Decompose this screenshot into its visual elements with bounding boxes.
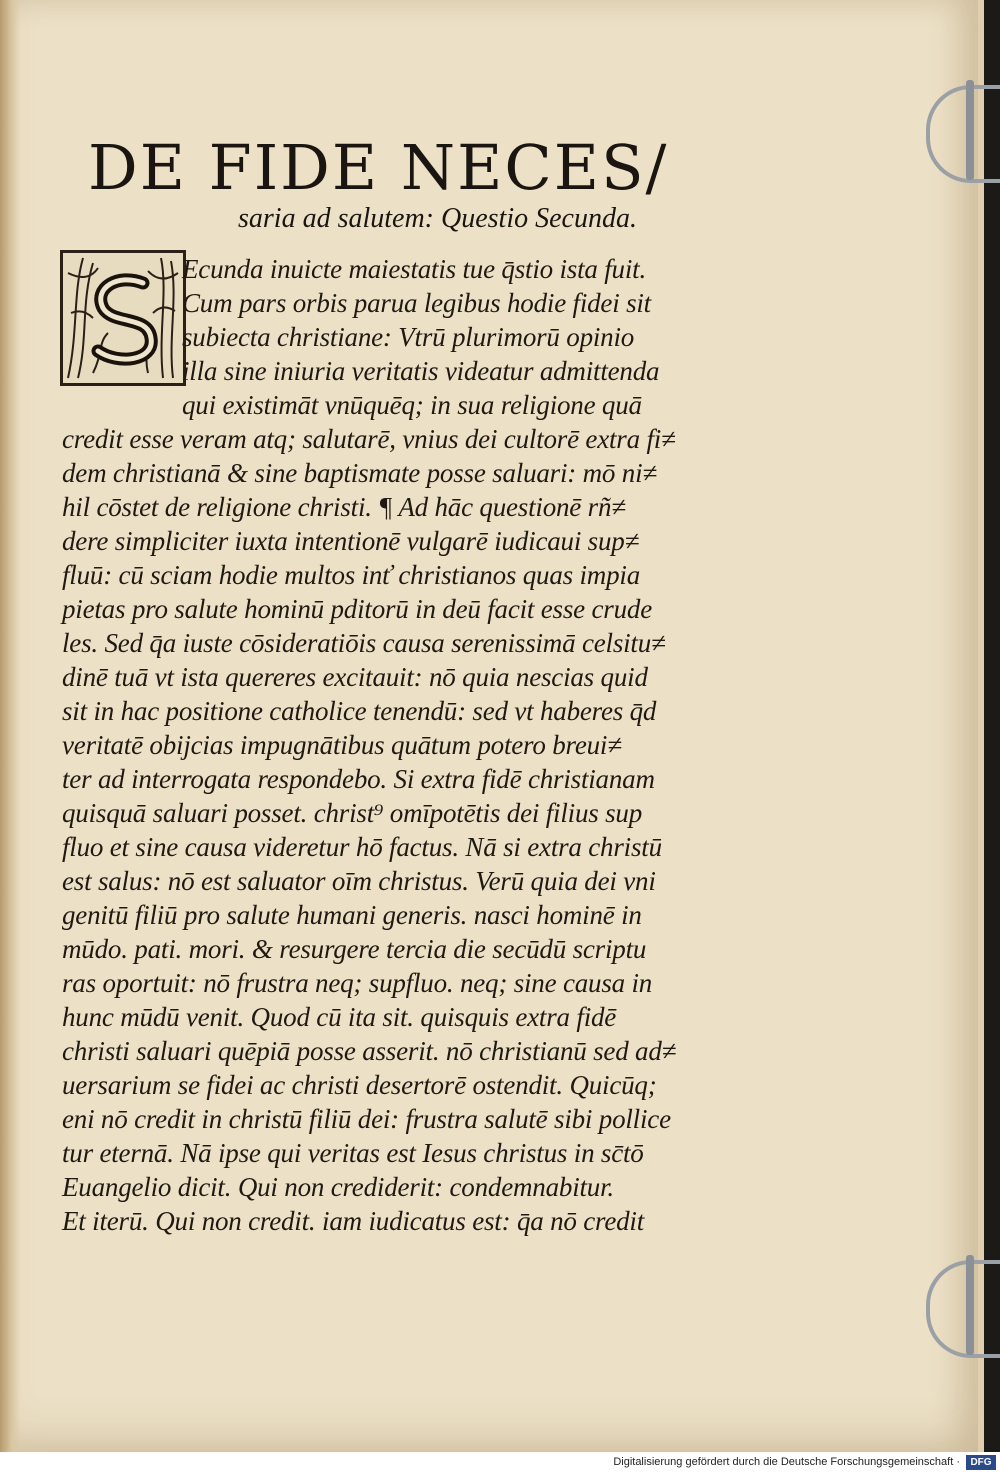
text-line: credit esse veram atq; salutarē, vnius dei cultorē extra fi≠ — [62, 424, 676, 454]
text-line: tur eternā. Nā ipse qui veritas est Iesus christus in sc̄tō — [62, 1138, 644, 1168]
text-line: fluū: cū sciam hodie multos inť christianos quas impia — [62, 560, 641, 590]
decorated-initial-letter — [60, 250, 186, 386]
paper-clip-bottom-bar — [966, 1255, 974, 1355]
text-line: quisquā saluari posset. christ⁹ omīpotētis dei filius sup — [62, 798, 643, 828]
dfg-logo-icon: DFG — [966, 1455, 996, 1470]
text-line: hil cōstet de religione christi. ¶ Ad hāc questionē rñ≠ — [62, 492, 626, 522]
text-line: dinē tuā vt ista quereres excitauit: nō quia nescias quid — [62, 662, 648, 692]
text-line: ras oportuit: nō frustra neq; supfluo. neq; sine causa in — [62, 968, 653, 998]
text-line: illa sine iniuria veritatis videatur admittenda — [182, 356, 660, 386]
text-line: sit in hac positione catholice tenendū: sed vt haberes q̄d — [62, 696, 657, 726]
text-line: hunc mūdū venit. Quod cū ita sit. quisquis extra fidē — [62, 1002, 617, 1032]
text-line: mūdo. pati. mori. & resurgere tercia die secūdū scriptu — [62, 934, 647, 964]
text-line: veritatē obijcias impugnātibus quātum potero breui≠ — [62, 730, 622, 760]
text-line: Cum pars orbis parua legibus hodie fidei sit — [182, 288, 651, 318]
text-line: pietas pro salute hominū pditorū in deū facit esse crude — [62, 594, 652, 624]
text-line: genitū filiū pro salute humani generis. nasci hominē in — [62, 900, 642, 930]
footer-bar — [0, 1452, 1000, 1474]
paper-clip-bottom — [926, 1260, 1000, 1358]
text-line: uersarium se fidei ac christi desertorē ostendit. Quicūq; — [62, 1070, 657, 1100]
text-line: fluo et sine causa videretur hō factus. Nā si extra christū — [62, 832, 662, 862]
text-line: eni nō credit in christū filiū dei: frustra salutē sibi pollice — [62, 1104, 671, 1134]
text-line: les. Sed q̄a iuste cōsideratiōis causa serenissimā celsitu≠ — [62, 628, 666, 658]
text-line: est salus: nō est saluator oīm christus. Verū quia dei vni — [62, 866, 656, 896]
text-line: qui existimāt vnūquēq; in sua religione quā — [182, 390, 642, 420]
page-subtitle: saria ad salutem: Questio Secunda. — [238, 203, 637, 234]
text-line: Euangelio dicit. Qui non crediderit: condemnabitur. — [62, 1172, 614, 1202]
paper-clip-top-bar — [966, 80, 974, 180]
footer-credit: Digitalisierung gefördert durch die Deutsche Forschungsgemeinschaft · — [613, 1456, 960, 1468]
paper-clip-top — [926, 85, 1000, 183]
text-line: Et iterū. Qui non credit. iam iudicatus est: q̄a nō credit — [62, 1206, 645, 1236]
woodcut-initial-icon — [63, 253, 183, 383]
text-line: dere simpliciter iuxta intentionē vulgarē iudicaui sup≠ — [62, 526, 640, 556]
text-line: dem christianā & sine baptismate posse saluari: mō ni≠ — [62, 458, 657, 488]
text-line: ter ad interrogata respondebo. Si extra fidē christianam — [62, 764, 655, 794]
text-line: subiecta christiane: Vtrū plurimorū opinio — [182, 322, 635, 352]
page-gutter-shadow — [0, 0, 20, 1452]
page-title: DE FIDE NECES/ — [88, 131, 669, 204]
text-line: christi saluari quēpiā posse asserit. nō christianū sed ad≠ — [62, 1036, 677, 1066]
text-line: Ecunda inuicte maiestatis tue q̄stio ista fuit. — [182, 254, 647, 284]
